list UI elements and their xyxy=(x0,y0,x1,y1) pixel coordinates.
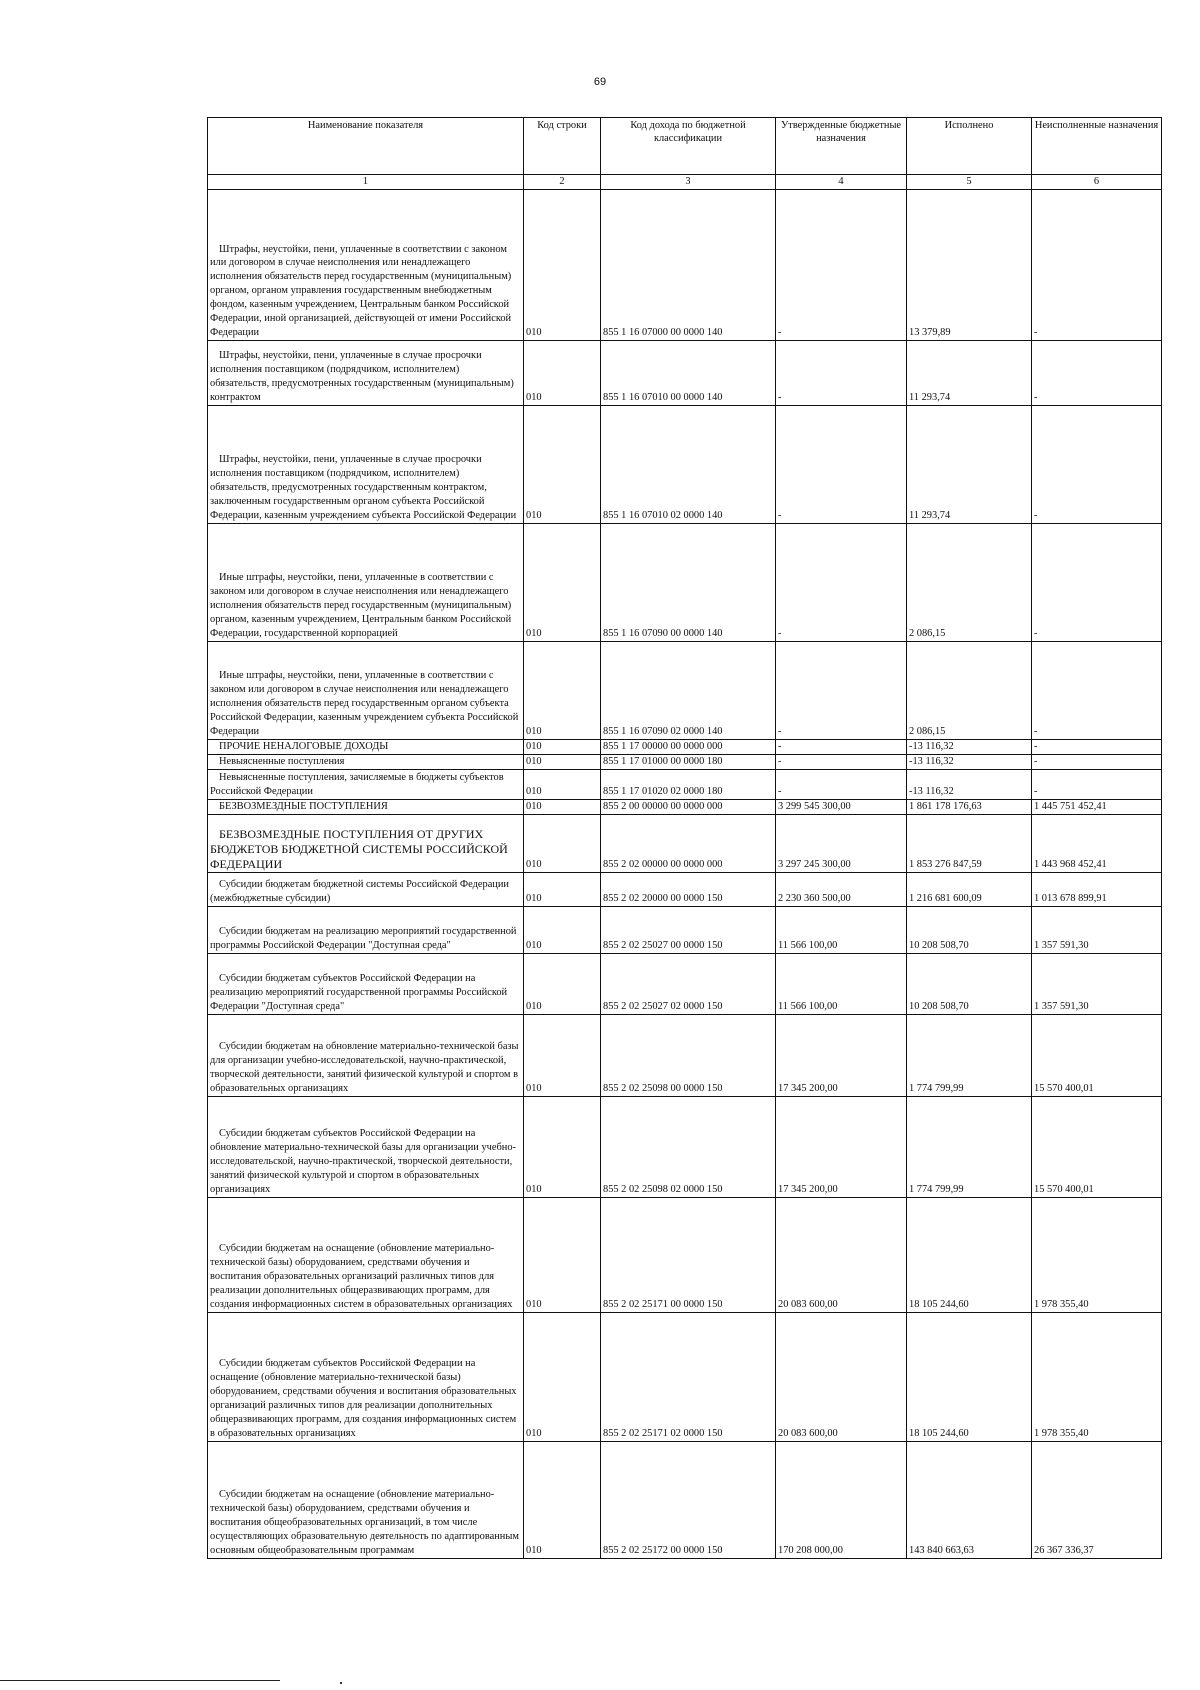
line-code: 010 xyxy=(524,1441,601,1558)
line-code: 010 xyxy=(524,906,601,953)
executed-value: 11 293,74 xyxy=(907,405,1032,523)
income-code: 855 1 16 07010 02 0000 140 xyxy=(601,405,776,523)
table-row xyxy=(208,769,1162,799)
approved-value: 17 345 200,00 xyxy=(776,1014,907,1096)
approved-value: 11 566 100,00 xyxy=(776,953,907,1014)
indicator-name: Субсидии бюджетам на оснащение (обновление материально-технической базы) оборудованием, средствами обучения и воспитания образовательных организаций различных типов для реализации дополнительных общеразвивающих программ, для создания информационных систем в образовательных организациях xyxy=(208,1197,524,1312)
executed-value: 1 774 799,99 xyxy=(907,1096,1032,1197)
indicator-name: Субсидии бюджетам на оснащение (обновление материально-технической базы) оборудованием, средствами обучения и воспитания общеобразовательных организаций, в том числе осуществляющих образовательную деятельность по адаптированным основным общеобразовательным программам xyxy=(208,1441,524,1558)
executed-value: 1 774 799,99 xyxy=(907,1014,1032,1096)
line-code: 010 xyxy=(524,799,601,814)
executed-value: 10 208 508,70 xyxy=(907,953,1032,1014)
income-code: 855 1 16 07000 00 0000 140 xyxy=(601,189,776,340)
income-code: 855 2 02 25098 02 0000 150 xyxy=(601,1096,776,1197)
indicator-name: Субсидии бюджетам на обновление материально-технической базы для организации учебно-исследовательской, научно-практической, творческой деятельности, занятий физической культурой и спортом в образовательных организациях xyxy=(208,1014,524,1096)
column-number-row xyxy=(208,175,1162,190)
unexecuted-value: - xyxy=(1032,523,1162,641)
line-code: 010 xyxy=(524,1096,601,1197)
table-row xyxy=(208,814,1162,872)
table-row xyxy=(208,1312,1162,1441)
table-row xyxy=(208,523,1162,641)
unexecuted-value: 1 445 751 452,41 xyxy=(1032,799,1162,814)
income-code: 855 2 02 20000 00 0000 150 xyxy=(601,872,776,906)
header-income-code: Код дохода по бюджетной классификации xyxy=(601,118,776,175)
executed-value: 13 379,89 xyxy=(907,189,1032,340)
line-code: 010 xyxy=(524,739,601,754)
table-row xyxy=(208,405,1162,523)
income-code: 855 2 02 25098 00 0000 150 xyxy=(601,1014,776,1096)
line-code: 010 xyxy=(524,769,601,799)
indicator-name: Иные штрафы, неустойки, пени, уплаченные в соответствии с законом или договором в случае неисполнения или ненадлежащего исполнения обязательств перед государственным (муниципальным) органом, казенным учреждением, Центральным банком Российской Федерации, государственной корпорацией xyxy=(208,523,524,641)
line-code: 010 xyxy=(524,1312,601,1441)
indicator-name: Иные штрафы, неустойки, пени, уплаченные в соответствии с законом или договором в случае неисполнения или ненадлежащего исполнения обязательств перед государственным органом субъекта Российской Федерации, казенным учреждением субъекта Российской Федерации xyxy=(208,641,524,739)
header-unexecuted: Неисполненные назначения xyxy=(1032,118,1162,175)
indicator-name: Субсидии бюджетам на реализацию мероприятий государственной программы Российской Федерации "Доступная среда" xyxy=(208,906,524,953)
unexecuted-value: 1 978 355,40 xyxy=(1032,1312,1162,1441)
line-code: 010 xyxy=(524,641,601,739)
approved-value: 11 566 100,00 xyxy=(776,906,907,953)
approved-value: 2 230 360 500,00 xyxy=(776,872,907,906)
unexecuted-value: - xyxy=(1032,739,1162,754)
line-code: 010 xyxy=(524,523,601,641)
executed-value: 11 293,74 xyxy=(907,340,1032,405)
income-code: 855 2 02 25171 02 0000 150 xyxy=(601,1312,776,1441)
table-row xyxy=(208,906,1162,953)
unexecuted-value: 1 357 591,30 xyxy=(1032,906,1162,953)
indicator-name: Штрафы, неустойки, пени, уплаченные в случае просрочки исполнения поставщиком (подрядчиком, исполнителем) обязательств, предусмотренных государственным (муниципальным) контрактом xyxy=(208,340,524,405)
executed-value: 2 086,15 xyxy=(907,641,1032,739)
table-row xyxy=(208,1197,1162,1312)
approved-value: - xyxy=(776,754,907,769)
line-code: 010 xyxy=(524,340,601,405)
executed-value: 18 105 244,60 xyxy=(907,1312,1032,1441)
income-code: 855 2 02 25027 02 0000 150 xyxy=(601,953,776,1014)
income-code: 855 1 17 01000 00 0000 180 xyxy=(601,754,776,769)
executed-value: 143 840 663,63 xyxy=(907,1441,1032,1558)
header-indicator-name: Наименование показателя xyxy=(208,118,524,175)
indicator-name: Субсидии бюджетам субъектов Российской Федерации на обновление материально-технической базы для организации учебно-исследовательской, научно-практической, творческой деятельности, занятий физической культурой и спортом в образовательных организациях xyxy=(208,1096,524,1197)
column-number: 4 xyxy=(776,175,907,190)
scan-mark xyxy=(340,1682,342,1684)
income-code: 855 2 02 25027 00 0000 150 xyxy=(601,906,776,953)
income-code: 855 1 17 00000 00 0000 000 xyxy=(601,739,776,754)
column-number: 6 xyxy=(1032,175,1162,190)
line-code: 010 xyxy=(524,405,601,523)
executed-value: -13 116,32 xyxy=(907,754,1032,769)
line-code: 010 xyxy=(524,1014,601,1096)
header-executed: Исполнено xyxy=(907,118,1032,175)
column-number: 2 xyxy=(524,175,601,190)
income-code: 855 2 00 00000 00 0000 000 xyxy=(601,799,776,814)
income-code: 855 1 16 07010 00 0000 140 xyxy=(601,340,776,405)
unexecuted-value: 1 443 968 452,41 xyxy=(1032,814,1162,872)
header-approved: Утвержденные бюджетные назначения xyxy=(776,118,907,175)
income-code: 855 1 16 07090 00 0000 140 xyxy=(601,523,776,641)
table-row xyxy=(208,872,1162,906)
income-code: 855 2 02 25171 00 0000 150 xyxy=(601,1197,776,1312)
executed-value: -13 116,32 xyxy=(907,739,1032,754)
executed-value: 1 861 178 176,63 xyxy=(907,799,1032,814)
table-row xyxy=(208,739,1162,754)
indicator-name: Субсидии бюджетам бюджетной системы Российской Федерации (межбюджетные субсидии) xyxy=(208,872,524,906)
line-code: 010 xyxy=(524,814,601,872)
table-row xyxy=(208,641,1162,739)
indicator-name: ПРОЧИЕ НЕНАЛОГОВЫЕ ДОХОДЫ xyxy=(208,739,524,754)
approved-value: 17 345 200,00 xyxy=(776,1096,907,1197)
column-number: 1 xyxy=(208,175,524,190)
table-row xyxy=(208,1441,1162,1558)
income-code: 855 1 16 07090 02 0000 140 xyxy=(601,641,776,739)
budget-execution-table xyxy=(207,117,1162,1559)
line-code: 010 xyxy=(524,953,601,1014)
executed-value: 10 208 508,70 xyxy=(907,906,1032,953)
column-number: 3 xyxy=(601,175,776,190)
unexecuted-value: 26 367 336,37 xyxy=(1032,1441,1162,1558)
line-code: 010 xyxy=(524,872,601,906)
indicator-name: Штрафы, неустойки, пени, уплаченные в случае просрочки исполнения поставщиком (подрядчиком, исполнителем) обязательств, предусмотренных государственным контрактом, заключенным государственным органом субъекта Российской Федерации, казенным учреждением субъекта Российской Федерации xyxy=(208,405,524,523)
approved-value: 170 208 000,00 xyxy=(776,1441,907,1558)
indicator-name: Невыясненные поступления, зачисляемые в бюджеты субъектов Российской Федерации xyxy=(208,769,524,799)
header-line-code: Код строки xyxy=(524,118,601,175)
page-number: 69 xyxy=(593,76,607,88)
indicator-name: Невыясненные поступления xyxy=(208,754,524,769)
approved-value: - xyxy=(776,405,907,523)
income-code: 855 1 17 01020 02 0000 180 xyxy=(601,769,776,799)
approved-value: 20 083 600,00 xyxy=(776,1197,907,1312)
approved-value: - xyxy=(776,523,907,641)
table-row xyxy=(208,1014,1162,1096)
income-code: 855 2 02 00000 00 0000 000 xyxy=(601,814,776,872)
unexecuted-value: 1 978 355,40 xyxy=(1032,1197,1162,1312)
approved-value: - xyxy=(776,340,907,405)
unexecuted-value: 1 013 678 899,91 xyxy=(1032,872,1162,906)
unexecuted-value: 15 570 400,01 xyxy=(1032,1096,1162,1197)
executed-value: 2 086,15 xyxy=(907,523,1032,641)
column-number: 5 xyxy=(907,175,1032,190)
table-row xyxy=(208,1096,1162,1197)
table-row xyxy=(208,340,1162,405)
indicator-name: БЕЗВОЗМЕЗДНЫЕ ПОСТУПЛЕНИЯ ОТ ДРУГИХ БЮДЖЕТОВ БЮДЖЕТНОЙ СИСТЕМЫ РОССИЙСКОЙ ФЕДЕРАЦИИ xyxy=(208,814,524,872)
unexecuted-value: - xyxy=(1032,405,1162,523)
table-row xyxy=(208,754,1162,769)
unexecuted-value: 1 357 591,30 xyxy=(1032,953,1162,1014)
indicator-name: Штрафы, неустойки, пени, уплаченные в соответствии с законом или договором в случае неисполнения или ненадлежащего исполнения обязательств перед государственным (муниципальным) органом, органом управления государственным внебюджетным фондом, казенным учреждением, Центральным банком Российской Федерации, иной организацией, действующей от имени Российской Федерации xyxy=(208,189,524,340)
executed-value: 1 853 276 847,59 xyxy=(907,814,1032,872)
unexecuted-value: - xyxy=(1032,340,1162,405)
unexecuted-value: 15 570 400,01 xyxy=(1032,1014,1162,1096)
executed-value: 18 105 244,60 xyxy=(907,1197,1032,1312)
unexecuted-value: - xyxy=(1032,189,1162,340)
indicator-name: Субсидии бюджетам субъектов Российской Федерации на реализацию мероприятий государственной программы Российской Федерации "Доступная среда" xyxy=(208,953,524,1014)
table-row xyxy=(208,953,1162,1014)
table-row xyxy=(208,189,1162,340)
executed-value: -13 116,32 xyxy=(907,769,1032,799)
scan-edge-line xyxy=(0,1680,280,1681)
approved-value: 3 299 545 300,00 xyxy=(776,799,907,814)
line-code: 010 xyxy=(524,754,601,769)
approved-value: - xyxy=(776,769,907,799)
line-code: 010 xyxy=(524,189,601,340)
unexecuted-value: - xyxy=(1032,754,1162,769)
approved-value: 3 297 245 300,00 xyxy=(776,814,907,872)
income-code: 855 2 02 25172 00 0000 150 xyxy=(601,1441,776,1558)
header-row xyxy=(208,118,1162,175)
approved-value: - xyxy=(776,739,907,754)
approved-value: 20 083 600,00 xyxy=(776,1312,907,1441)
line-code: 010 xyxy=(524,1197,601,1312)
executed-value: 1 216 681 600,09 xyxy=(907,872,1032,906)
indicator-name: БЕЗВОЗМЕЗДНЫЕ ПОСТУПЛЕНИЯ xyxy=(208,799,524,814)
table-row xyxy=(208,799,1162,814)
approved-value: - xyxy=(776,641,907,739)
unexecuted-value: - xyxy=(1032,641,1162,739)
approved-value: - xyxy=(776,189,907,340)
unexecuted-value: - xyxy=(1032,769,1162,799)
indicator-name: Субсидии бюджетам субъектов Российской Федерации на оснащение (обновление материально-технической базы) оборудованием, средствами обучения и воспитания образовательных организаций различных типов для реализации дополнительных общеразвивающих программ, для создания информационных систем в образовательных организациях xyxy=(208,1312,524,1441)
